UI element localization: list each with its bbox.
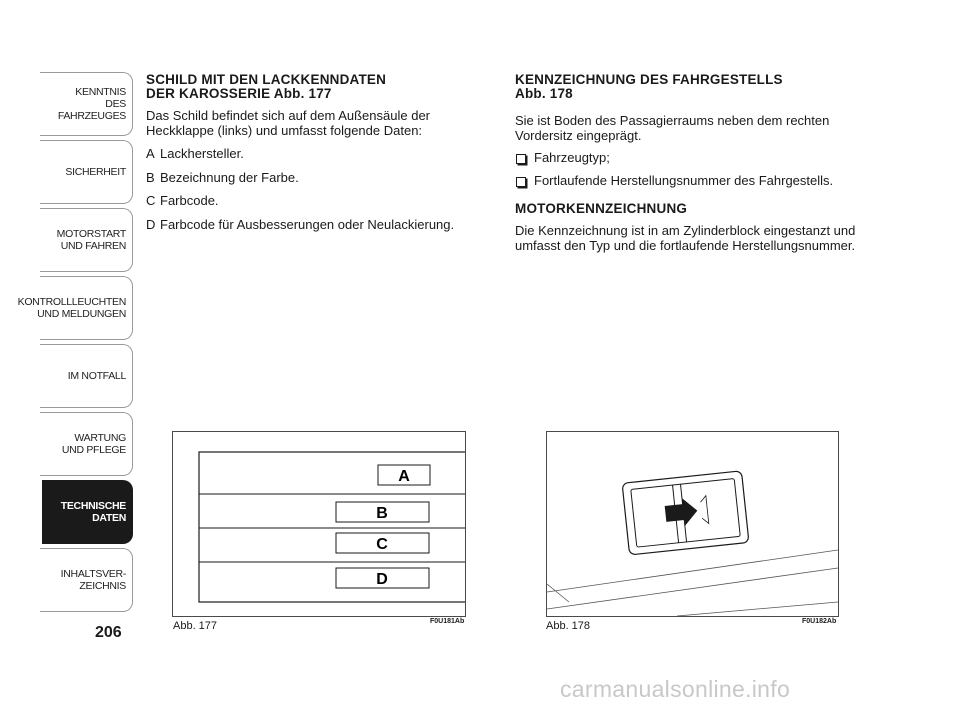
checkbox-bullet-icon — [516, 177, 526, 187]
field-label-d: D — [376, 571, 388, 588]
list-item — [515, 151, 865, 166]
chassis-heading: KENNZEICHNUNG DES FAHRGESTELLS Abb. 178 — [515, 72, 783, 101]
list-item — [146, 147, 491, 162]
figure-code: F0U182Ab — [802, 618, 837, 625]
item-key: B — [146, 169, 155, 185]
list-item — [146, 171, 491, 186]
paint-plate-section — [146, 73, 491, 232]
tab-sicherheit[interactable]: SICHERHEIT — [40, 140, 133, 204]
engine-paragraph: Die Kennzeichnung ist in am Zylinderblock eingestanzt und umfasst den Typ und die fortlaufende Herstellungsnummer. — [515, 223, 856, 253]
item-text: Lackhersteller. — [160, 146, 244, 161]
field-label-a: A — [398, 468, 410, 485]
item-text: Farbcode. — [160, 193, 219, 208]
tab-kontrollleuchten[interactable]: KONTROLLLEUCHTEN UND MELDUNGEN — [40, 276, 133, 340]
checkbox-bullet-icon — [516, 154, 526, 164]
list-item — [515, 174, 865, 189]
tab-im-notfall[interactable]: IM NOTFALL — [40, 344, 133, 408]
paint-plate-illustration — [173, 432, 465, 616]
item-key: C — [146, 193, 156, 208]
item-text: Bezeichnung der Farbe. — [160, 169, 299, 185]
watermark-text: carmanualsonline.info — [560, 676, 791, 702]
tab-inhaltsverzeichnis[interactable]: INHALTSVER- ZEICHNIS — [40, 548, 133, 612]
figure-caption: Abb. 177 — [173, 620, 218, 632]
tab-wartung[interactable]: WARTUNG UND PFLEGE — [40, 412, 133, 476]
item-key: D — [146, 216, 156, 232]
tab-motorstart[interactable]: MOTORSTART UND FAHREN — [40, 208, 133, 272]
paint-plate-intro: Das Schild befindet sich auf dem Außensäule der Heckklappe (links) und umfasst folgende Daten: — [146, 108, 431, 138]
paint-plate-figure — [172, 431, 466, 617]
list-item — [146, 218, 491, 233]
field-label-b: B — [376, 505, 388, 522]
list-item — [146, 194, 491, 209]
field-label-c: C — [376, 536, 388, 553]
tab-kenntnis[interactable]: KENNTNIS DES FAHRZEUGES — [40, 72, 133, 136]
chassis-marking-illustration — [547, 432, 838, 616]
tab-technische-daten[interactable]: TECHNISCHE DATEN — [42, 480, 133, 544]
engine-heading: MOTORKENNZEICHNUNG — [515, 201, 688, 216]
figure-caption: Abb. 178 — [546, 620, 591, 632]
figure-code: F0U181Ab — [430, 618, 465, 625]
chassis-paragraph: Sie ist Boden des Passagierraums neben dem rechten Vordersitz eingeprägt. — [515, 113, 830, 143]
page-number: 206 — [95, 624, 122, 641]
chassis-section — [515, 73, 865, 253]
paint-plate-heading: SCHILD MIT DEN LACKKENNDATEN DER KAROSSERIE Abb. 177 — [146, 72, 387, 101]
bullet-text: Fortlaufende Herstellungsnummer des Fahrgestells. — [534, 172, 834, 188]
item-text: Farbcode für Ausbesserungen oder Neulackierung. — [160, 216, 455, 232]
chassis-marking-figure — [546, 431, 839, 617]
bullet-text: Fahrzeugtyp; — [534, 150, 610, 165]
item-key: A — [146, 146, 155, 161]
